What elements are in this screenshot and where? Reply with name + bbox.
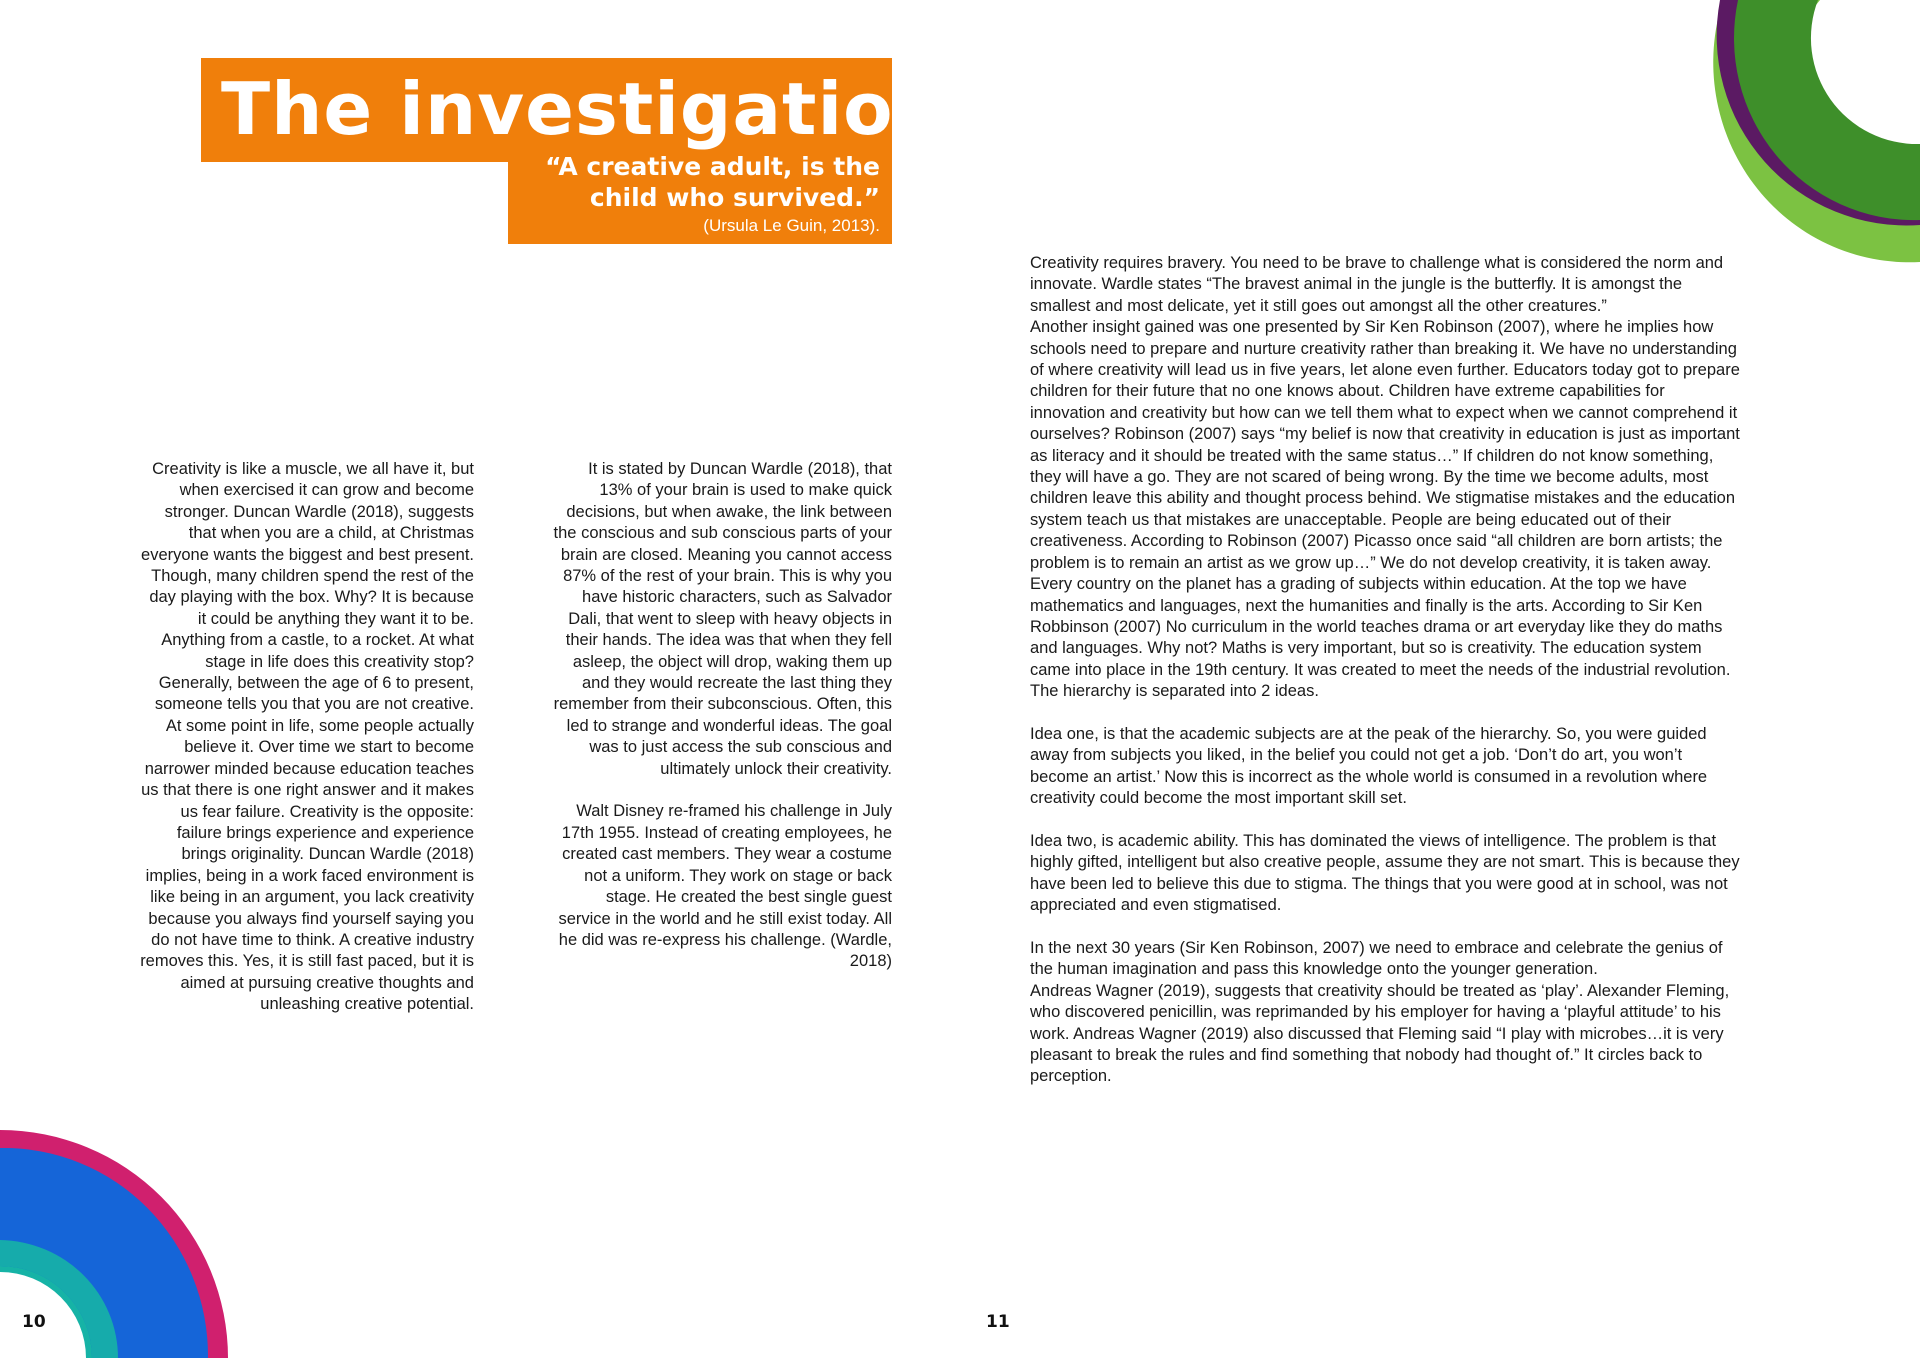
body-paragraph: Andreas Wagner (2019), suggests that creativity should be treated as ‘play’. Alexander Fleming, who discovered penicillin, was reprimanded by his employer for having a ‘playful attitude’ to his work. Andreas Wagner (2019) also discussed that Fleming said “I play with microbes…it is very pleasant to break the rules and find something that nobody had thought of.” It circles back to perception. — [1030, 981, 1730, 1086]
body-paragraph: Creativity is like a muscle, we all have it, but when exercised it can grow and become stronger. Duncan Wardle (2018), suggests that when you are a child, at Christmas everyone wants the biggest and best present. Though, many children spend the rest of the day playing with the box. Why? It is because it could be anything they want it to be. Anything from a castle, to a rocket. At what stage in life does this creativity stop? Generally, between the age of 6 to present, someone tells you that you are not creative. At some point in life, some people actually believe it. Over time we start to become narrower minded because education teaches us that there is one right answer and it makes us fear failure. Creativity is the opposite: failure brings experience and experience brings originality. Duncan Wardle (2018) implies, being in a work faced environment is like being in an argument, you lack creativity because you always find yourself saying you do not have time to think. A creative industry removes this. Yes, it is still fast paced, but it is aimed at pursuing creative thoughts and unleashing creative potential. — [140, 460, 474, 1014]
left-page-column-2 — [552, 459, 892, 973]
page-number-left: 10 — [22, 1312, 46, 1332]
body-paragraph: Idea one, is that the academic subjects are at the peak of the hierarchy. So, you were guided away from subjects you liked, in the belief you could not get a job. ‘Don’t do art, you won’t become an artist.’ Now this is incorrect as the whole world is consumed in a revolution where creativity could become the most important skill set. — [1030, 724, 1708, 808]
body-paragraph: Another insight gained was one presented by Sir Ken Robinson (2007), where he implies how schools need to prepare and nurture creativity rather than breaking it. We have no understanding of where creativity will lead us in five years, let alone even further. Educators today got to prepare children for their future that no one knows about. Children have extreme capabilities for innovation and creativity but how can we tell them what to expect when we cannot comprehend it ourselves? Robinson (2007) says “my belief is now that creativity in education is just as important as literacy and it should be treated with the same status…” If children do not know something, they will have a go. They are not scared of being wrong. By the time we become adults, most children leave this ability and thought process behind. We stigmatise mistakes and the education system teach us that mistakes are unacceptable. People are being educated out of their creativeness. According to Robinson (2007) Picasso once said “all children are born artists; the problem is to remain an artist as we grow up…” We do not develop creativity, it is taken away. Every country on the planet has a grading of subjects within education. At the top we have mathematics and languages, next the humanities and finally is the arts. According to Sir Ken Robbinson (2007) No curriculum in the world teaches drama or art everyday like they do maths and languages. Why not? Maths is very important, but so is creativity. The education system came into place in the 19th century. It was created to meet the needs of the industrial revolution. The hierarchy is separated into 2 ideas. — [1030, 318, 1740, 701]
page-title: The investigation: — [221, 67, 976, 151]
quote-line-1: “A creative adult, is the — [545, 152, 880, 181]
page-number-right: 11 — [986, 1312, 1010, 1332]
body-paragraph: Creativity requires bravery. You need to be brave to challenge what is considered the norm and innovate. Wardle states “The bravest animal in the jungle is the butterfly. It is amongst the smallest and most delicate, yet it still goes out amongst all the other creatures.” — [1030, 254, 1724, 315]
left-page-column-1 — [138, 459, 474, 1016]
body-paragraph: In the next 30 years (Sir Ken Robinson, 2007) we need to embrace and celebrate the genius of the human imagination and pass this knowledge onto the younger generation. — [1030, 938, 1723, 979]
body-paragraph: Walt Disney re-framed his challenge in July 17th 1955. Instead of creating employees, he created cast members. They wear a costume not a uniform. They work on stage or back stage. He created the best single guest service in the world and he still exist today. All he did was re-express his challenge. (Wardle, 2018) — [558, 802, 892, 971]
decorative-arc-top-right — [1700, 0, 1920, 270]
right-page-column — [1030, 253, 1740, 1088]
quote-line-2: child who survived.” — [589, 183, 880, 212]
quote-banner — [508, 152, 892, 244]
body-paragraph: It is stated by Duncan Wardle (2018), that 13% of your brain is used to make quick decisions, but when awake, the link between the conscious and sub conscious parts of your brain are closed. Meaning you cannot access 87% of the rest of your brain. This is why you have historic characters, such as Salvador Dali, that went to sleep with heavy objects in their hands. The idea was that when they fell asleep, the object will drop, waking them up and they would recreate the last thing they remember from their subconscious. Often, this led to strange and wonderful ideas. The goal was to just access the sub conscious and ultimately unlock their creativity. — [553, 460, 892, 778]
quote-citation: (Ursula Le Guin, 2013). — [703, 216, 880, 235]
body-paragraph: Idea two, is academic ability. This has dominated the views of intelligence. The problem is that highly gifted, intelligent but also creative people, assume they are not smart. This is because they have been led to believe this due to stigma. The things that you were good at in school, was not appreciated and even stigmatised. — [1030, 831, 1740, 915]
title-banner — [201, 58, 976, 162]
